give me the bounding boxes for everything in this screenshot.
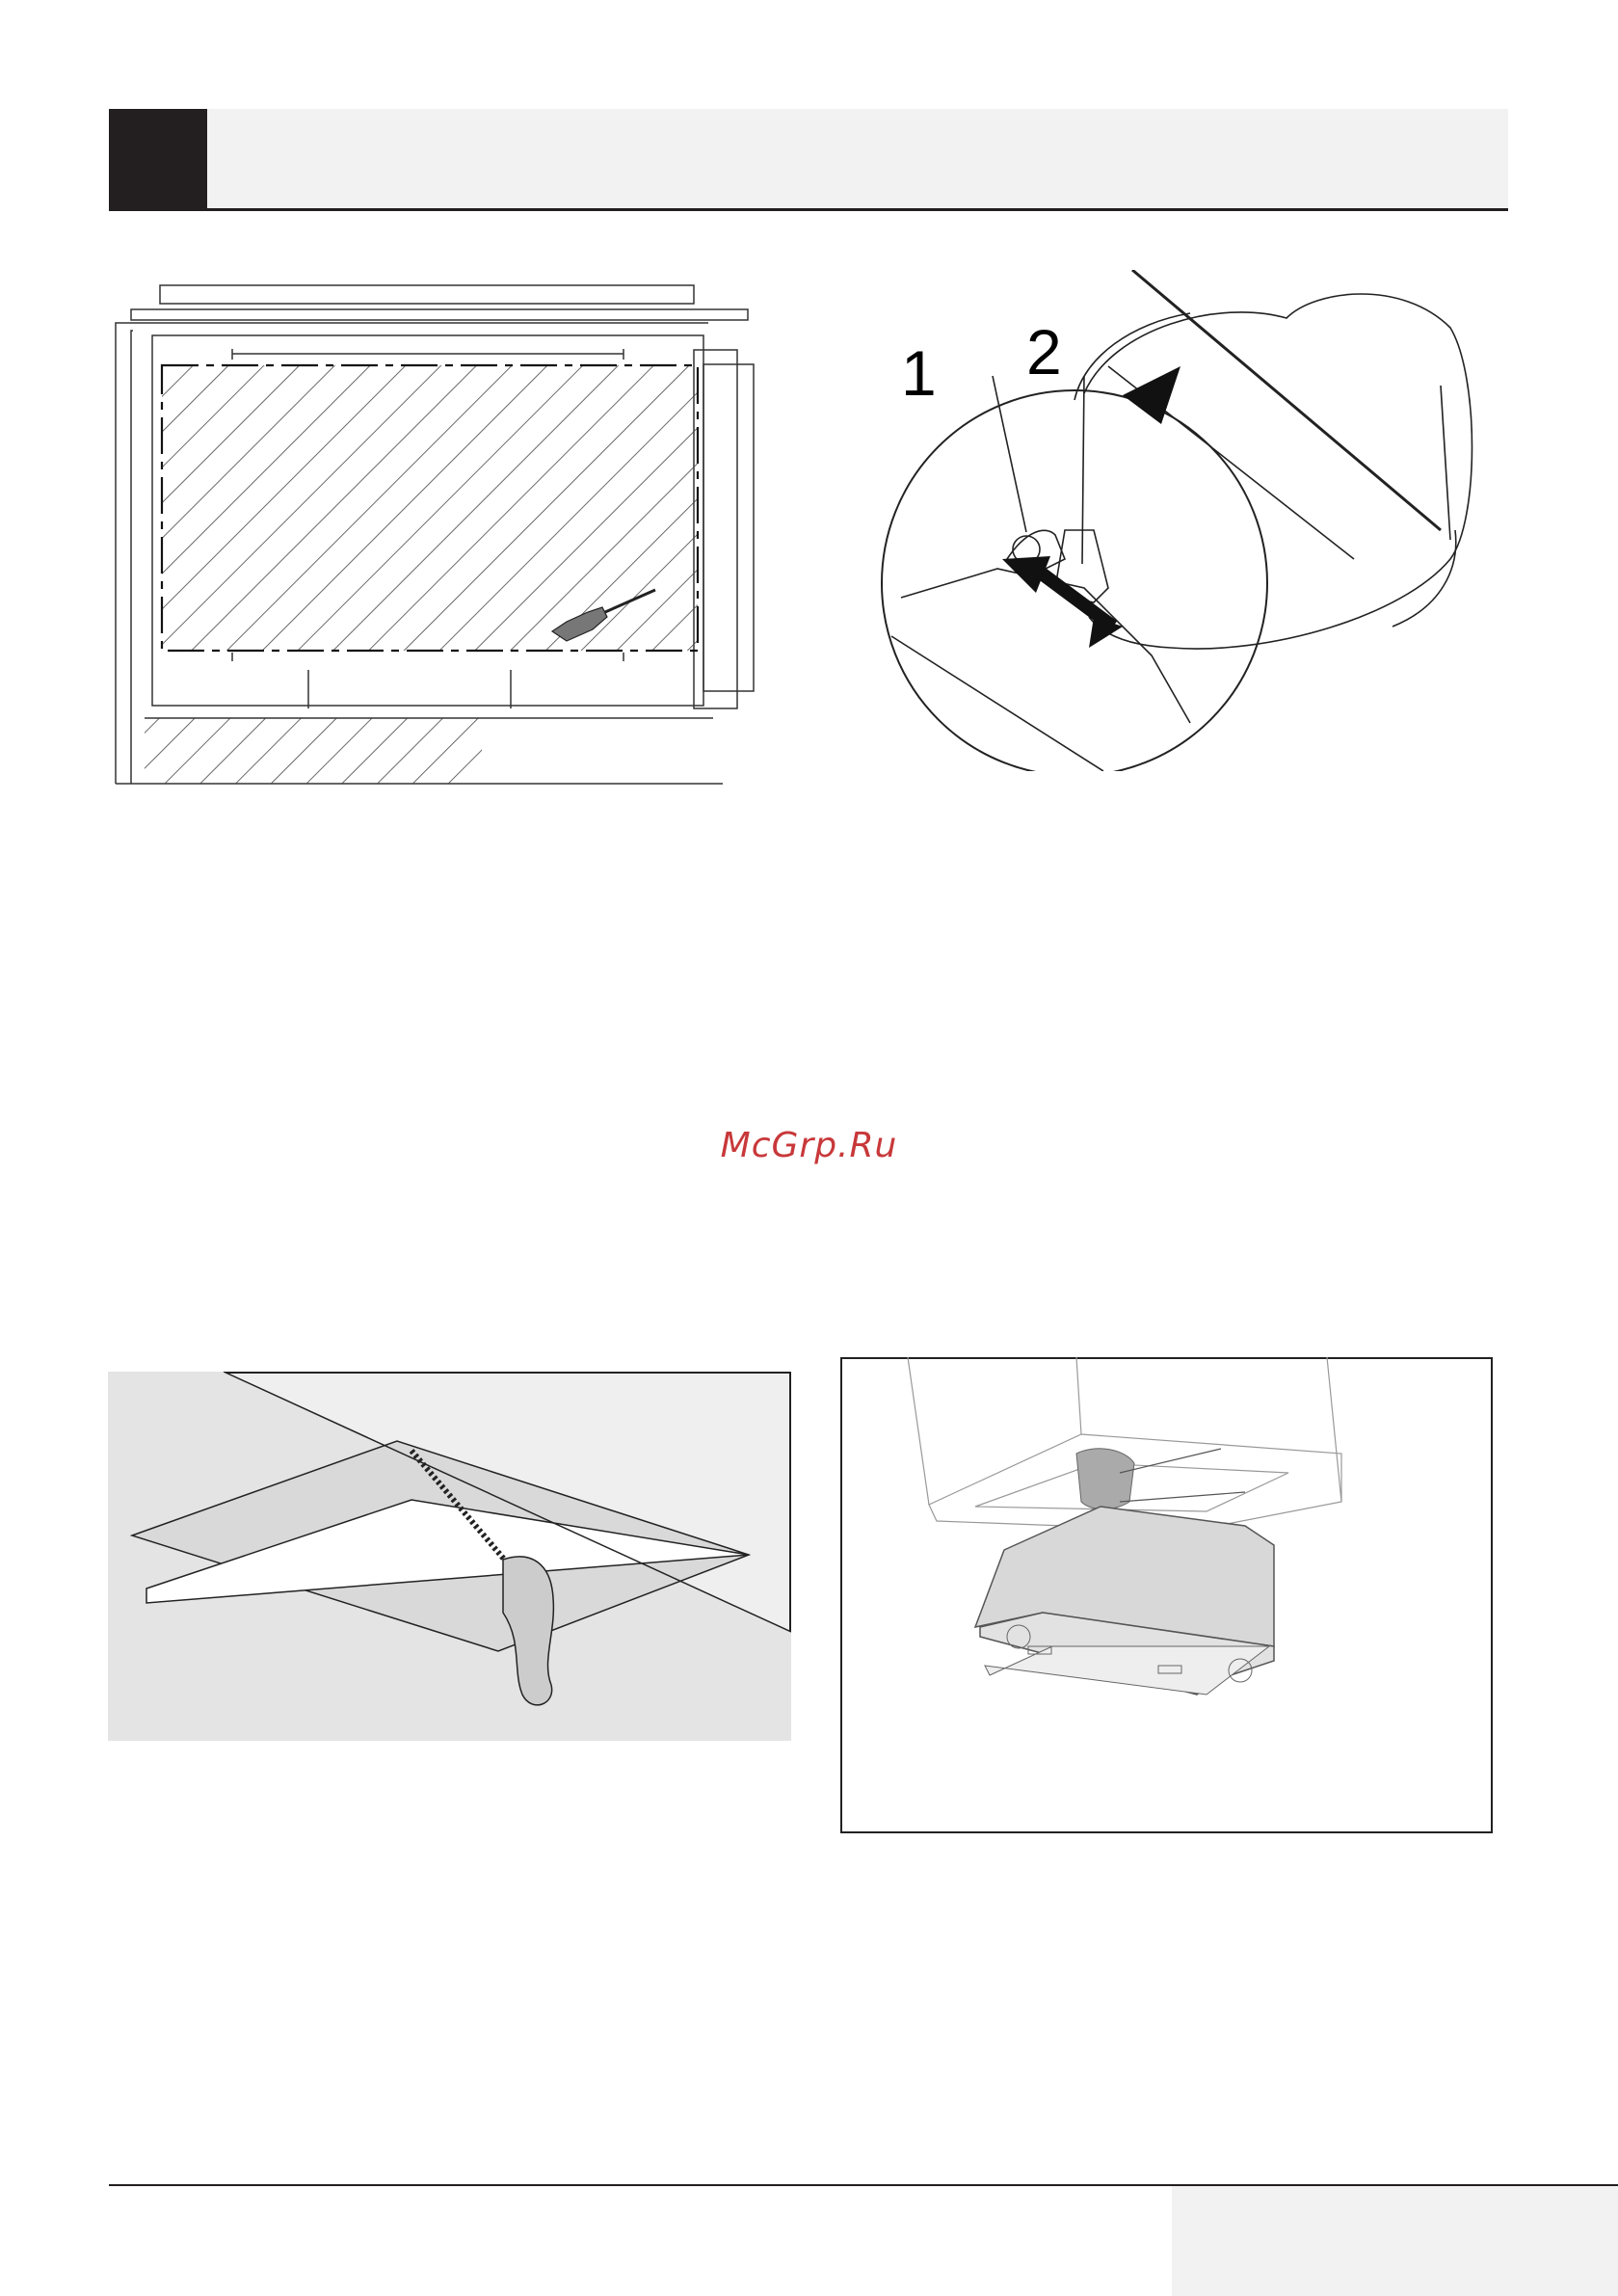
section-number-block <box>109 109 207 209</box>
template-outline <box>131 309 748 320</box>
saw-cutting-figure <box>108 1372 791 1741</box>
cabinet-floor-hatch <box>145 718 482 784</box>
duct-opening <box>1076 1449 1134 1509</box>
header-rule <box>109 208 1508 211</box>
template-outline <box>694 350 737 708</box>
detail-zoom-circle <box>882 390 1267 771</box>
callout-label-1: 1 <box>901 337 937 409</box>
hood-body-outline <box>1084 294 1472 649</box>
template-outline <box>703 364 754 691</box>
section-header-bar <box>109 109 1508 209</box>
cutout-template-figure <box>106 275 800 790</box>
callout-label-2: 2 <box>1026 316 1062 387</box>
filter-assembly-figure <box>862 270 1499 771</box>
template-outline <box>160 285 694 304</box>
footer-page-box <box>1172 2186 1618 2296</box>
hood-installation-figure <box>840 1357 1493 1833</box>
arrow-icon <box>1002 556 1123 648</box>
watermark-text: McGrp.Ru <box>720 1126 898 1165</box>
